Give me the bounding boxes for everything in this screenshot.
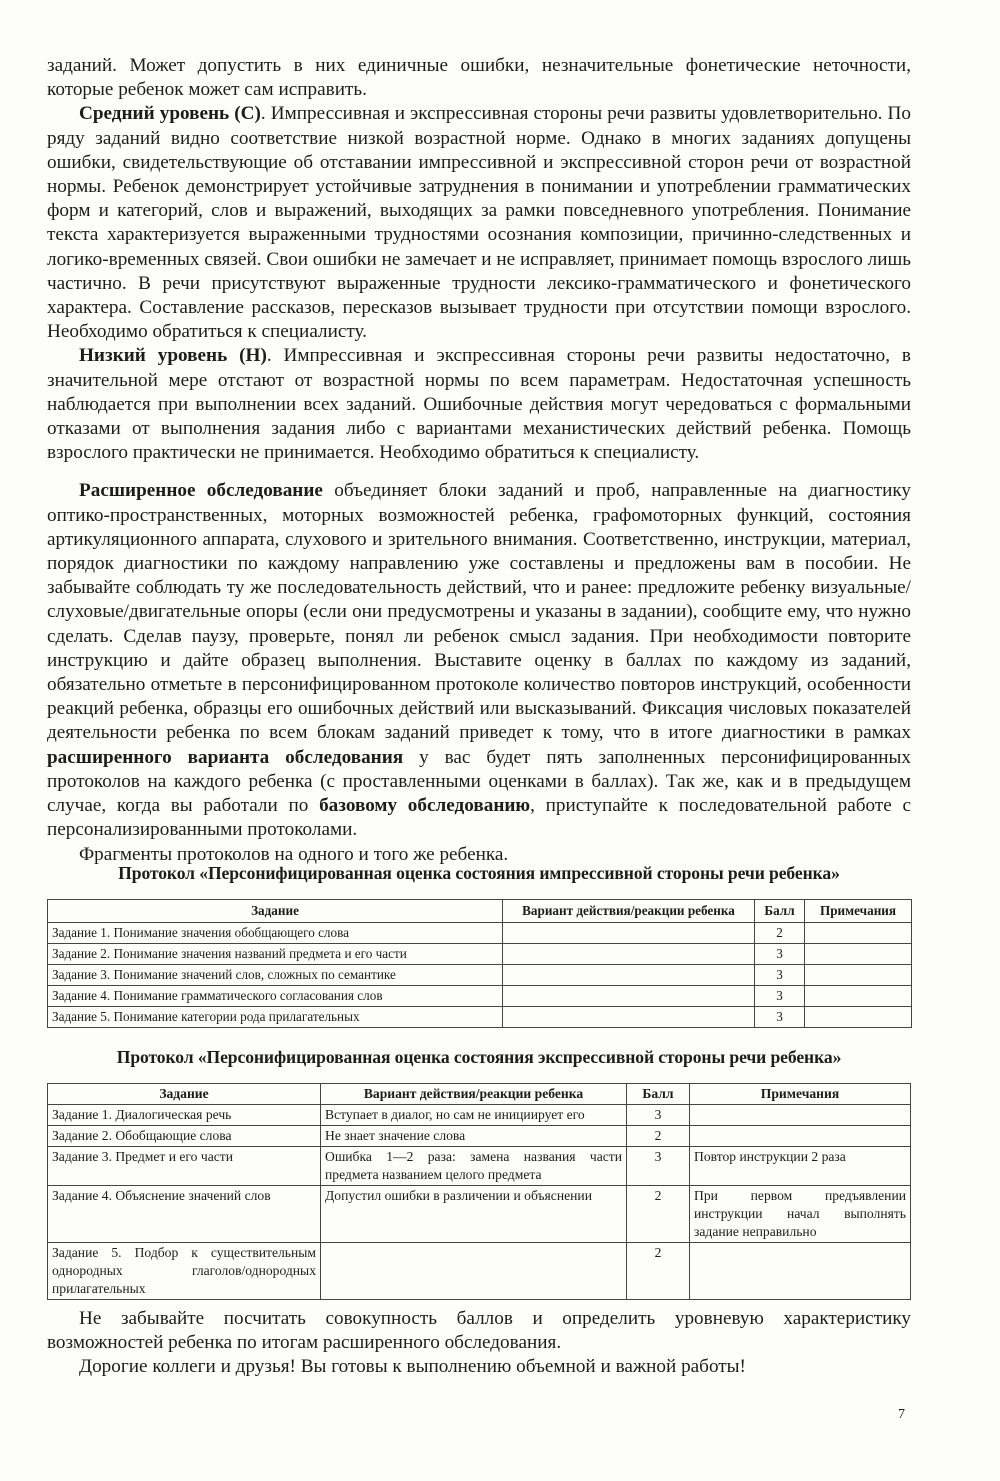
cell-note bbox=[805, 1007, 912, 1028]
table-row bbox=[48, 1243, 911, 1300]
cell-note bbox=[805, 986, 912, 1007]
cell-reaction bbox=[321, 1243, 627, 1300]
cell-task: Задание 4. Объяснение значений слов bbox=[48, 1186, 321, 1243]
cell-reaction bbox=[503, 986, 755, 1007]
extended-exam-text-a: объединяет блоки заданий и проб, направленные на диагностику оптико-пространственных, моторных возможностей ребенка, графомоторных функций, состояния артикуляционного аппарата, слухового и зрительного внимания. Соответственно, инструкции, материал, порядок диагностики по каждому направлению уже составлены и предложены вам в пособии. Не забывайте соблюдать ту же последовательность действий, что и ранее: предложите ребенку визуальные/слуховые/двигательные опоры (если они предусмотрены и указаны в задании), сообщите ему, что нужно сделать. Сделав паузу, проверьте, понял ли ребенок смысл задания. При необходимости повторите инструкцию и дайте образец выполнения. Выставите оценку в баллах по каждому из заданий, обязательно отметьте в персонифицированном протоколе количество повторов инструкций, особенности реакций ребенка, образцы его ошибочных действий или высказываний. Фиксация числовых показателей деятельности ребенка по всем блокам заданий приведет к тому, что в итоге диагностики в рамках bbox=[47, 480, 912, 744]
impressive-speech-protocol-table bbox=[47, 899, 912, 1028]
paragraph-continuation: заданий. Может допустить в них единичные ошибки, незначительные фонетические неточности, которые ребенок может сам исправить. bbox=[47, 55, 911, 101]
cell-reaction bbox=[503, 1007, 755, 1028]
cell-task: Задание 1. Понимание значения обобщающего слова bbox=[48, 923, 503, 944]
paragraph-fragments: Фрагменты протоколов на одного и того же ребенка. bbox=[79, 843, 509, 865]
cell-note: Повтор инструкции 2 раза bbox=[690, 1147, 911, 1186]
cell-task: Задание 5. Понимание категории рода прилагательных bbox=[48, 1007, 503, 1028]
header-score: Балл bbox=[627, 1084, 690, 1105]
table-row bbox=[48, 986, 912, 1007]
cell-score: 3 bbox=[627, 1147, 690, 1186]
medium-level-text: . Импрессивная и экспрессивная стороны речи развиты удовлетворительно. По ряду заданий видно соответствие низкой возрастной норме. Однако в многих заданиях допущены ошибки, свидетельствующие об отставании импрессивной и экспрессивной сторон речи от возрастной нормы. Ребенок демонстрирует устойчивые затруднения в понимании и употреблении грамматических форм и категорий, слов и выражений, выходящих за рамки повседневного употребления. Понимание текста характеризуется выраженными трудностями осознания композиции, причинно-следственных и логико-временных связей. Свои ошибки не замечает и не исправляет, принимает помощь взрослого лишь частично. В речи присутствуют выраженные трудности лексико-грамматического и фонетического характера. Составление рассказов, пересказов вызывает трудности при отсутствии помощи взрослого. Необходимо обратиться к специалисту. bbox=[47, 103, 912, 343]
cell-note bbox=[805, 923, 912, 944]
paragraph-medium-level bbox=[47, 102, 911, 344]
paragraph-count-scores: Не забывайте посчитать совокупность баллов и определить уровневую характеристику возможностей ребенка по итогам расширенного обследования. bbox=[47, 1308, 911, 1354]
table-row bbox=[48, 1126, 911, 1147]
header-notes: Примечания bbox=[690, 1084, 911, 1105]
cell-score: 3 bbox=[627, 1105, 690, 1126]
paragraph-greeting: Дорогие коллеги и друзья! Вы готовы к выполнению объемной и важной работы! bbox=[79, 1356, 746, 1378]
page-number: 7 bbox=[898, 1407, 905, 1422]
header-notes: Примечания bbox=[805, 900, 912, 923]
basic-exam-term: базовому обследованию bbox=[319, 795, 531, 817]
extended-variant-term: расширенного варианта обследования bbox=[47, 746, 404, 768]
header-reaction: Вариант действия/реакции ребенка bbox=[321, 1084, 627, 1105]
cell-task: Задание 2. Понимание значения названий предмета и его части bbox=[48, 944, 503, 965]
table-row bbox=[48, 1147, 911, 1186]
closing-text bbox=[47, 1307, 911, 1380]
cell-score: 3 bbox=[755, 965, 805, 986]
table-row bbox=[48, 1186, 911, 1243]
table2-title: Протокол «Персонифицированная оценка состояния экспрессивной стороны речи ребенка» bbox=[116, 1047, 842, 1067]
cell-reaction: Допустил ошибки в различении и объяснении bbox=[321, 1186, 627, 1243]
cell-score: 2 bbox=[755, 923, 805, 944]
cell-score: 3 bbox=[755, 1007, 805, 1028]
extended-exam-text-b: у вас будет пять заполненных персонифицированных протоколов на каждого ребенка (с проставленными оценками в баллах). Так же, как и в предыдущем случае, когда вы работали по bbox=[47, 746, 912, 817]
cell-score: 3 bbox=[755, 944, 805, 965]
table1-title: Протокол «Персонифицированная оценка состояния импрессивной стороны речи ребенка» bbox=[118, 863, 840, 883]
cell-reaction: Вступает в диалог, но сам не инициирует его bbox=[321, 1105, 627, 1126]
header-task: Задание bbox=[48, 900, 503, 923]
cell-reaction: Ошибка 1—2 раза: замена названия части предмета названием целого предмета bbox=[321, 1147, 627, 1186]
medium-level-heading: Средний уровень (С) bbox=[79, 103, 261, 125]
table-row bbox=[48, 923, 912, 944]
cell-reaction: Не знает значение слова bbox=[321, 1126, 627, 1147]
table-header-row bbox=[48, 1084, 911, 1105]
cell-note bbox=[690, 1243, 911, 1300]
cell-task: Задание 3. Понимание значений слов, сложных по семантике bbox=[48, 965, 503, 986]
body-text bbox=[47, 54, 911, 867]
cell-score: 2 bbox=[627, 1186, 690, 1243]
cell-note bbox=[690, 1126, 911, 1147]
extended-exam-text-c: , приступайте к последовательной работе с персонализированными протоколами. bbox=[47, 795, 911, 841]
cell-reaction bbox=[503, 923, 755, 944]
header-task: Задание bbox=[48, 1084, 321, 1105]
cell-task: Задание 4. Понимание грамматического согласования слов bbox=[48, 986, 503, 1007]
cell-score: 3 bbox=[755, 986, 805, 1007]
table-header-row bbox=[48, 900, 912, 923]
cell-score: 2 bbox=[627, 1126, 690, 1147]
expressive-speech-protocol-table bbox=[47, 1083, 911, 1300]
cell-note bbox=[690, 1105, 911, 1126]
table-row bbox=[48, 1007, 912, 1028]
cell-note bbox=[805, 944, 912, 965]
cell-task: Задание 1. Диалогическая речь bbox=[48, 1105, 321, 1126]
cell-reaction bbox=[503, 965, 755, 986]
paragraph-extended-exam bbox=[47, 479, 911, 842]
extended-exam-heading: Расширенное обследование bbox=[79, 480, 323, 502]
paragraph-low-level bbox=[47, 344, 911, 465]
cell-task: Задание 3. Предмет и его части bbox=[48, 1147, 321, 1186]
low-level-text: . Импрессивная и экспрессивная стороны речи развиты недостаточно, в значительной мере отстают от возрастной нормы по всем параметрам. Недостаточная успешность наблюдается при выполнении всех заданий. Ошибочные действия могут чередоваться с формальными отказами от выполнения задания либо с вариантами механистических действий ребенка. Помощь взрослого практически не принимается. Необходимо обратиться к специалисту. bbox=[47, 345, 911, 464]
low-level-heading: Низкий уровень (Н) bbox=[79, 345, 267, 367]
cell-note: При первом предъявлении инструкции начал выполнять задание неправильно bbox=[690, 1186, 911, 1243]
cell-reaction bbox=[503, 944, 755, 965]
cell-score: 2 bbox=[627, 1243, 690, 1300]
header-reaction: Вариант действия/реакции ребенка bbox=[503, 900, 755, 923]
table-row bbox=[48, 965, 912, 986]
header-score: Балл bbox=[755, 900, 805, 923]
cell-note bbox=[805, 965, 912, 986]
table-row bbox=[48, 1105, 911, 1126]
table-row bbox=[48, 944, 912, 965]
cell-task: Задание 5. Подбор к существительным однородных глаголов/однородных прилагательных bbox=[48, 1243, 321, 1300]
cell-task: Задание 2. Обобщающие слова bbox=[48, 1126, 321, 1147]
